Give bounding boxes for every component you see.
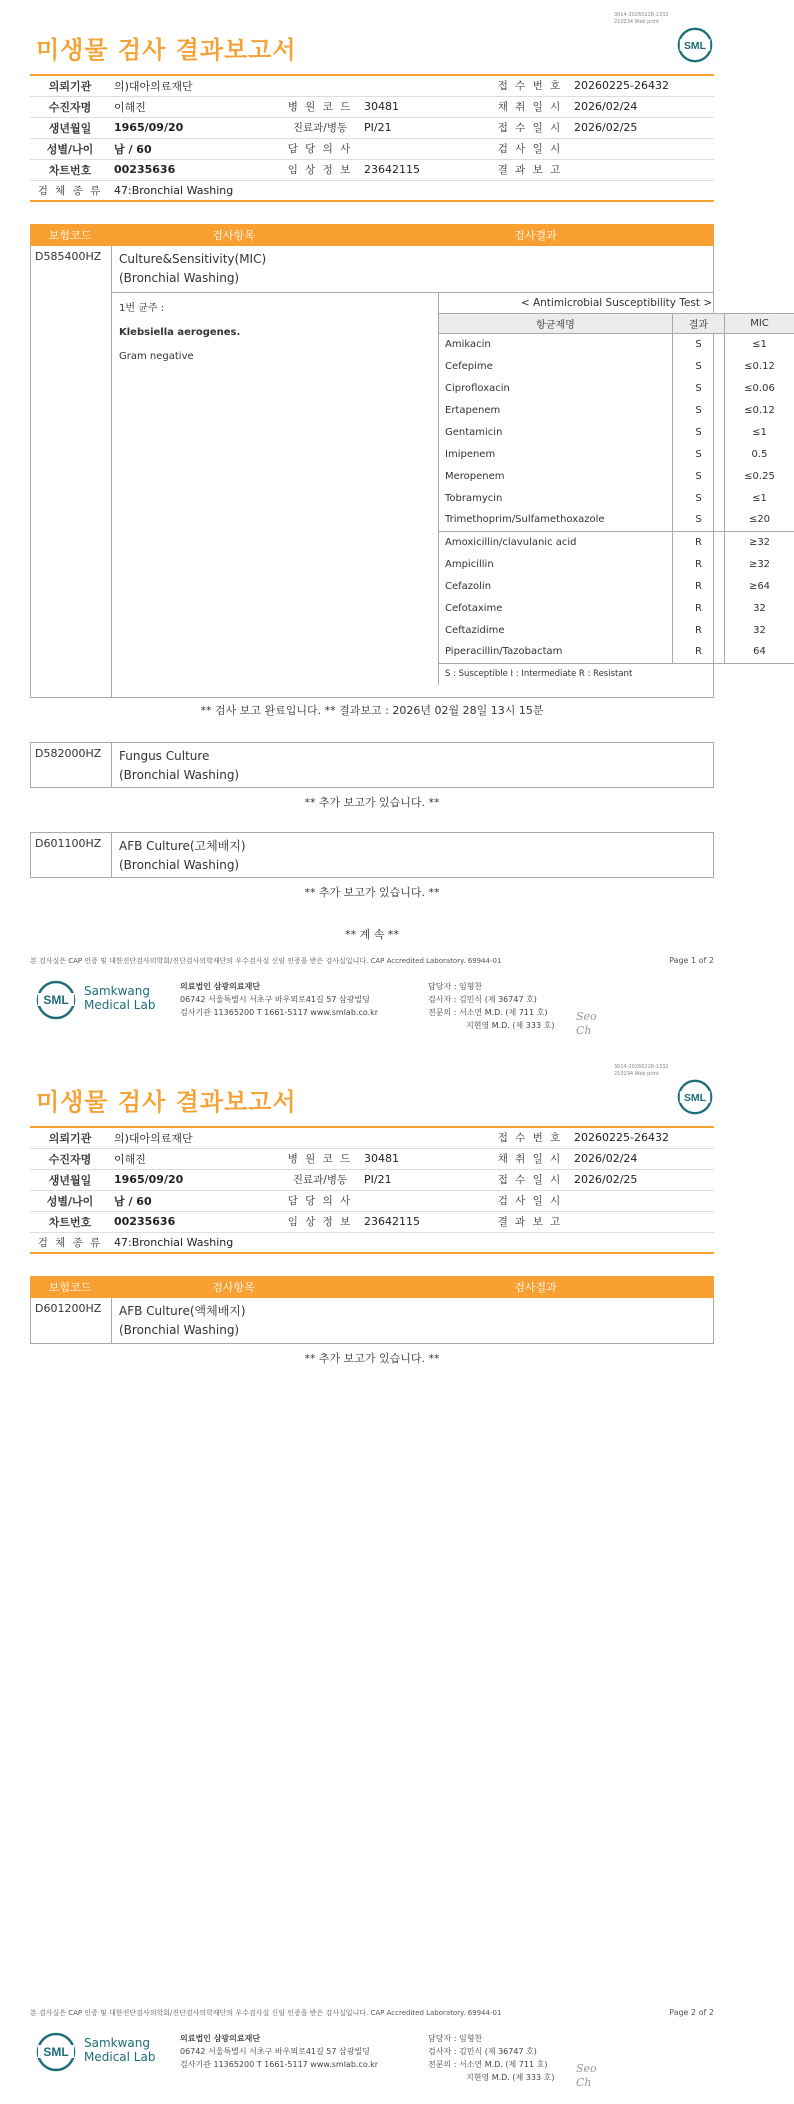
drug-mic: ≥32 [725, 531, 794, 553]
drug-mic: ≤0.12 [725, 399, 794, 421]
report-title: 미생물 검사 결과보고서 [36, 1088, 297, 1116]
drug-result: S [673, 399, 725, 421]
drug-name: Cefotaxime [445, 602, 503, 614]
drug-row [439, 355, 794, 377]
drug-row [439, 641, 794, 663]
drug-row [439, 399, 794, 421]
samkwang-logo: SML Samkwang Medical Lab [36, 2030, 156, 2074]
drug-result: S [673, 355, 725, 377]
drug-result: S [673, 333, 725, 355]
report-page-1 [0, 0, 775, 1052]
page-number: Page 1 of 2 [669, 956, 714, 965]
drug-name: Imipenem [445, 448, 496, 460]
print-stamp: 3014-20260228-1332 210234 Web print [614, 12, 669, 25]
print-stamp: 3014-20260228-1332 210234 Web print [614, 1064, 669, 1077]
susceptibility-table: < Antimicrobial Susceptibility Test > 항균제명 결과 MIC Amikacin S ≤1 Cefepime S ≤0.12 Ciprofloxacin S ≤0.06 Ertapenem S ≤0.12 Gentamicin S ≤1 Imipenem S 0.5 Meropenem S ≤0.25 Tobramycin S ≤1 Trimethoprim/Sulfamethoxazole S ≤20 Amoxicillin/clavulanic acid R ≥32 Ampicillin R ≥32 Cefazolin R ≥64 Cefotaxime R 32 Ceftazidime R 32 Piperacillin/Tazobactam R 64 S : Susceptible I : Intermediate R : Resistant [438, 293, 794, 685]
test-code: D585400HZ [35, 250, 102, 263]
footer-staff: 담당자 : 임형찬 검사자 : 김민식 (제 36747 호) 전문의 : 서소연 M.D. (제 711 호) 지현영 M.D. (제 333 호) [428, 2034, 555, 2082]
footer-cap: 본 검사실은 CAP 인증 및 대한진단검사의학회/진단검사의학재단의 우수검사실 신임 인증을 받은 검사실입니다. CAP Accredited Laboratory. 69944-01 Page 2 of 2 [30, 2008, 714, 2017]
svg-text:SML: SML [43, 2045, 69, 2059]
drug-mic: ≤0.25 [725, 465, 794, 487]
organism-info: 1번 균주 : Klebsiella aerogenes. Gram negative [119, 303, 241, 362]
drug-mic: ≤1 [725, 421, 794, 443]
test-name: Culture&Sensitivity(MIC) (Bronchial Washing) [119, 252, 267, 285]
patient-info-table: 의뢰기관 의)대아의료재단 접 수 번 호 20260225-26432 수진자명 이해진 병 원 코 드 30481 채 취 일 시 2026/02/24 생년월일 1965/09/20 진료과/병동 PI/21 접 수 일 시 2026/02/25 성별/나이 남 / 60 담 당 의 사 검 사 일 시 차트번호 00235636 임 상 정 보 23642115 결 과 보 고 검 체 종 류 47:Bronchial Washing [30, 74, 714, 202]
drug-mic: ≤0.12 [725, 355, 794, 377]
drug-mic: ≤20 [725, 509, 794, 531]
report-page-2 [0, 1052, 744, 2104]
result-table-header: 보험코드 검사항목 검사결과 [30, 224, 714, 246]
drug-row [439, 465, 794, 487]
continued-label: ** 계 속 ** [345, 928, 399, 941]
drug-mic: 32 [725, 597, 794, 619]
ast-section [111, 292, 775, 697]
fungus-culture-result: D582000HZ Fungus Culture (Bronchial Washing) [30, 742, 714, 788]
drug-name: Amoxicillin/clavulanic acid [439, 531, 673, 553]
drug-name: Cefepime [445, 360, 493, 372]
sml-logo-icon [676, 26, 714, 64]
afb-solid-culture-result: D601100HZ AFB Culture(고체배지) (Bronchial Washing) [30, 832, 714, 878]
drug-result: R [673, 531, 725, 553]
drug-name: Cefazolin [445, 580, 492, 592]
drug-row [439, 553, 794, 575]
sml-logo-icon [676, 1078, 714, 1116]
drug-result: R [673, 553, 725, 575]
drug-name: Amikacin [445, 338, 491, 350]
drug-row [439, 509, 794, 531]
drug-result: S [673, 487, 725, 509]
culture-sensitivity-result [30, 246, 775, 698]
drug-row [439, 333, 794, 355]
drug-name: Ertapenem [445, 404, 501, 416]
drug-name: Gentamicin [445, 426, 503, 438]
svg-text:SML: SML [683, 1092, 707, 1104]
patient-info-table: 의뢰기관 의)대아의료재단 접 수 번 호 20260225-26432 수진자명 이해진 병 원 코 드 30481 채 취 일 시 2026/02/24 생년월일 1965/09/20 진료과/병동 PI/21 접 수 일 시 2026/02/25 성별/나이 남 / 60 담 당 의 사 검 사 일 시 차트번호 00235636 임 상 정 보 23642115 결 과 보 고 검 체 종 류 47:Bronchial Washing [30, 1126, 714, 1254]
additional-report-note: ** 추가 보고가 있습니다. ** [304, 1352, 440, 1365]
drug-result: R [673, 597, 725, 619]
drug-result: S [673, 443, 725, 465]
drug-mic: 32 [725, 619, 794, 641]
signature: Seo Ch [576, 2062, 597, 2089]
result-legend: S : Susceptible I : Intermediate R : Resistant [439, 663, 794, 685]
drug-result: R [673, 619, 725, 641]
drug-name: Piperacillin/Tazobactam [445, 646, 563, 658]
susceptible-drugs [439, 333, 794, 531]
additional-report-note: ** 추가 보고가 있습니다. ** [304, 886, 440, 899]
drug-mic: 0.5 [725, 443, 794, 465]
drug-result: R [673, 641, 725, 663]
drug-mic: 64 [725, 641, 794, 663]
drug-row [439, 597, 794, 619]
drug-result: S [673, 421, 725, 443]
additional-report-note: ** 추가 보고가 있습니다. ** [304, 796, 440, 809]
drug-mic: ≥64 [725, 575, 794, 597]
afb-liquid-culture-result: D601200HZ AFB Culture(액체배지) (Bronchial Washing) [30, 1298, 714, 1344]
svg-text:SML: SML [43, 993, 69, 1007]
page-number: Page 2 of 2 [669, 2008, 714, 2017]
drug-row [439, 531, 794, 553]
drug-name: Meropenem [445, 470, 505, 482]
drug-row [439, 377, 794, 399]
drug-row [439, 619, 794, 641]
drug-name: Ciprofloxacin [445, 382, 510, 394]
drug-row [439, 575, 794, 597]
result-table-header: 보험코드 검사항목 검사결과 [30, 1276, 714, 1298]
drug-name: Tobramycin [445, 492, 503, 504]
footer-staff: 담당자 : 임형찬 검사자 : 김민식 (제 36747 호) 전문의 : 서소연 M.D. (제 711 호) 지현영 M.D. (제 333 호) [428, 982, 555, 1030]
drug-row [439, 487, 794, 509]
drug-name: Trimethoprim/Sulfamethoxazole [445, 514, 605, 526]
report-title: 미생물 검사 결과보고서 [36, 36, 297, 64]
svg-text:SML: SML [683, 40, 707, 52]
drug-mic: ≤1 [725, 333, 794, 355]
drug-result: R [673, 575, 725, 597]
drug-name: Ceftazidime [445, 624, 505, 636]
footer-cap: 본 검사실은 CAP 인증 및 대한진단검사의학회/진단검사의학재단의 우수검사실 신임 인증을 받은 검사실입니다. CAP Accredited Laboratory. 69944-01 Page 1 of 2 [30, 956, 714, 965]
resistant-drugs [439, 531, 794, 663]
report-complete-note: ** 검사 보고 완료입니다. ** 결과보고 : 2026년 02월 28일 13시 15분 [200, 704, 544, 717]
samkwang-logo: SML Samkwang Medical Lab [36, 978, 156, 1022]
drug-mic: ≤0.06 [725, 377, 794, 399]
drug-row [439, 421, 794, 443]
footer-address: 의료법인 삼광의료재단 06742 서울특별시 서초구 바우뫼로41길 57 삼광빌딩 검사기관 11365200 T 1661-5117 www.smlab.co.kr [180, 982, 379, 1017]
drug-row [439, 443, 794, 465]
drug-result: S [673, 377, 725, 399]
drug-result: S [673, 509, 725, 531]
footer-address: 의료법인 삼광의료재단 06742 서울특별시 서초구 바우뫼로41길 57 삼광빌딩 검사기관 11365200 T 1661-5117 www.smlab.co.kr [180, 2034, 379, 2069]
drug-mic: ≤1 [725, 487, 794, 509]
drug-name: Ampicillin [445, 558, 494, 570]
signature: Seo Ch [576, 1010, 597, 1037]
drug-mic: ≥32 [725, 553, 794, 575]
drug-result: S [673, 465, 725, 487]
